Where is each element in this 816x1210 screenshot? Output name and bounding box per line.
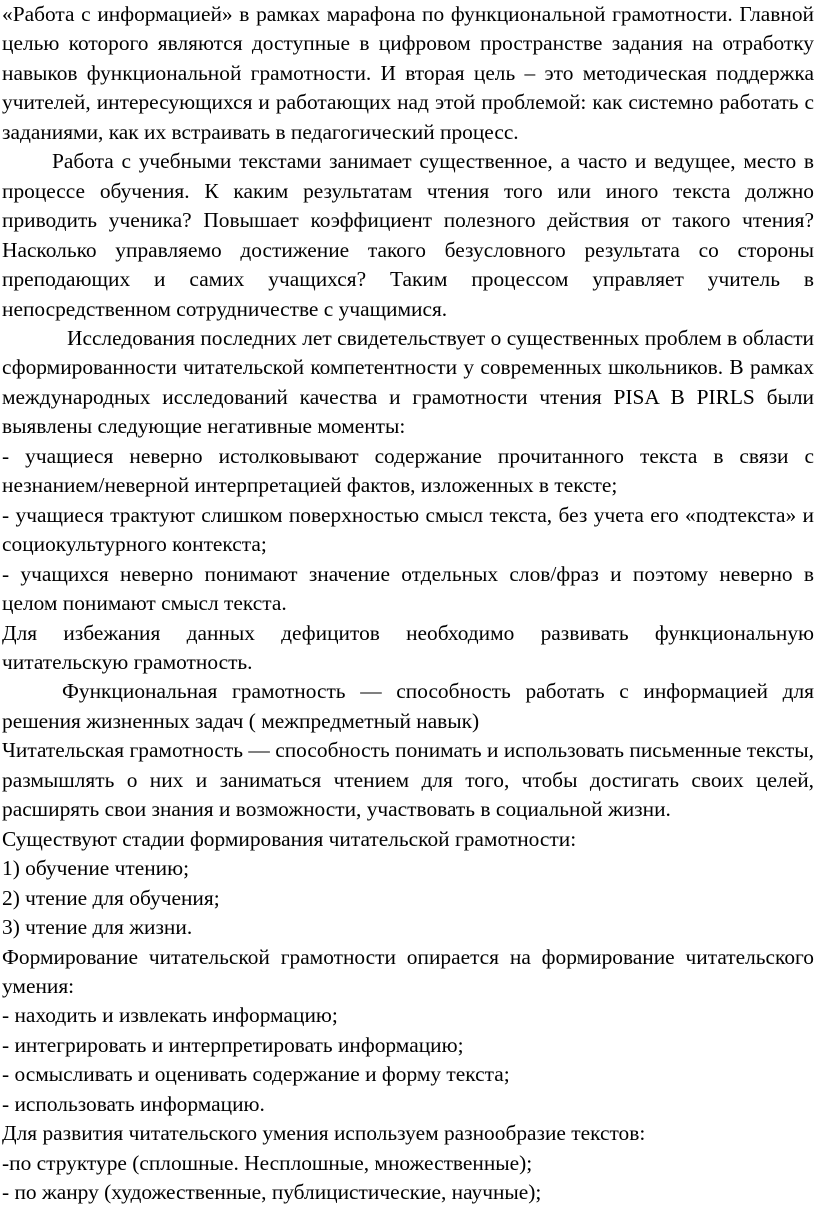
list-item-skill-4: - использовать информацию. <box>2 1091 265 1116</box>
paragraph-educational-texts: Работа с учебными текстами занимает существенное, а часто и ведущее, место в процессе обучения. К каким результатам чтения того или иного текста должно приводить ученика? Повышает коэффициент полезного действия от такого чтения? Насколько управляемо достижение такого безусловного результата со стороны преподающих и самих учащихся? Таким процессом управляет учитель в непосредственном сотрудничестве с учащимися. <box>2 149 814 321</box>
list-item-stage-3: 3) чтение для жизни. <box>2 915 193 940</box>
paragraph-reading-literacy: Читательская грамотность — способность понимать и использовать письменные тексты, размышлять о них и заниматься чтением для того, чтобы достигать своих целей, расширять свои знания и возможности, участвовать в социальной жизни. <box>2 738 814 822</box>
paragraph-functional-literacy: Функциональная грамотность — способность работать с информацией для решения жизненных задач ( межпредметный навык) <box>2 679 814 733</box>
list-item-text-genre: - по жанру (художественные, публицистические, научные); <box>2 1180 542 1205</box>
paragraph-research: Исследования последних лет свидетельствует о существенных проблем в области сформированности читательской компетентности у современных школьников. В рамках международных исследований качества и грамотности чтения PISA В PIRLS были выявлены следующие негативные моменты: <box>2 325 814 439</box>
list-item-text-structure: -по структуре (сплошные. Несплошные, множественные); <box>2 1150 533 1175</box>
list-item-problem-3: - учащихся неверно понимают значение отдельных слов/фраз и поэтому неверно в целом понимают смысл текста. <box>2 561 814 616</box>
list-item-skill-1: - находить и извлекать информацию; <box>2 1003 338 1028</box>
paragraph-stages-intro: Существуют стадии формирования читательской грамотности: <box>2 826 577 851</box>
list-item-skill-2: - интегрировать и интерпретировать информацию; <box>2 1032 464 1057</box>
paragraph-texts-intro: Для развития читательского умения используем разнообразие текстов: <box>2 1121 646 1146</box>
list-item-problem-1: - учащиеся неверно истолковывают содержание прочитанного текста в связи с незнанием/неверной интерпретацией фактов, изложенных в тексте; <box>2 443 814 498</box>
paragraph-deficits: Для избежания данных дефицитов необходимо развивать функциональную читательскую грамотность. <box>2 620 814 674</box>
paragraph-marathon: «Работа с информацией» в рамках марафона по функциональной грамотности. Главной целью которого являются доступные в цифровом пространстве задания на отработку навыков функциональной грамотности. И вторая цель – это методическая поддержка учителей, интересующихся и работающих над этой проблемой: как системно работать с заданиями, как их встраивать в педагогический процесс. <box>2 2 814 144</box>
list-item-stage-2: 2) чтение для обучения; <box>2 885 220 910</box>
list-item-skill-3: - осмысливать и оценивать содержание и форму текста; <box>2 1062 510 1087</box>
paragraph-skills-intro: Формирование читательской грамотности опирается на формирование читательского умения: <box>2 944 814 998</box>
list-item-stage-1: 1) обучение чтению; <box>2 856 190 881</box>
list-item-problem-2: - учащиеся трактуют слишком поверхностью смысл текста, без учета его «подтекста» и социокультурного контекста; <box>2 502 814 557</box>
